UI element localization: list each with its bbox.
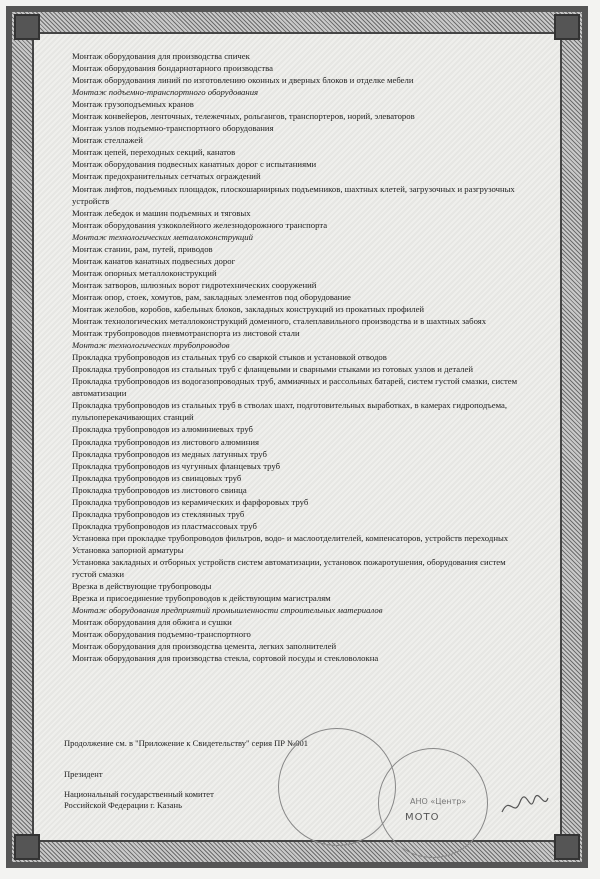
stamp-label: МОТО xyxy=(405,812,440,823)
president-label: Президент xyxy=(64,769,103,779)
list-item: Монтаж затворов, шлюзных ворот гидротехнических сооружений xyxy=(72,279,317,290)
list-item: Монтаж оборудования линий по изготовлению оконных и дверных блоков и отделке мебели xyxy=(72,75,414,86)
list-item: Прокладка трубопроводов из керамических и фарфоровых труб xyxy=(72,496,309,507)
signature-icon xyxy=(500,790,550,820)
list-item: Монтаж желобов, коробов, кабельных блоков, закладных конструкций из прокатных профилей xyxy=(72,303,425,314)
list-item: Монтаж оборудования для производства цемента, легких заполнителей xyxy=(72,641,337,652)
list-item: Прокладка трубопроводов из листового свинца xyxy=(72,484,247,495)
work-types-list xyxy=(72,50,527,664)
list-item: Прокладка трубопроводов из стальных труб с фланцевыми и сварными стыками из готовых узлов и деталей xyxy=(72,364,474,375)
list-item: Монтаж стеллажей xyxy=(72,135,143,146)
list-item: Монтаж предохранительных сетчатых ограждений xyxy=(72,171,261,182)
list-item: Монтаж узлов подъемно-транспортного оборудования xyxy=(72,123,274,134)
list-item: Монтаж цепей, переходных секций, канатов xyxy=(72,147,236,158)
organization-line2: Российской Федерации г. Казань xyxy=(64,800,182,810)
list-item: Монтаж трубопроводов пневмотранспорта из листовой стали xyxy=(72,328,300,339)
list-item: Врезка в действующие трубопроводы xyxy=(72,581,212,592)
list-item: Прокладка трубопроводов из свинцовых труб xyxy=(72,472,242,483)
corner-ornament xyxy=(14,834,40,860)
list-item: Монтаж опор, стоек, хомутов, рам, закладных элементов под оборудование xyxy=(72,291,351,302)
list-item: Монтаж лебедок и машин подъемных и тяговых xyxy=(72,207,251,218)
list-item: Врезка и присоединение трубопроводов к действующим магистралям xyxy=(72,593,331,604)
list-item: Монтаж оборудования подъемно-транспортного xyxy=(72,629,251,640)
corner-ornament xyxy=(554,834,580,860)
list-item: Прокладка трубопроводов из стальных труб в стволах шахт, подготовительных выработках, в камерах гидроподъема, пульпоперекачивающих станций xyxy=(72,400,508,423)
list-item: Прокладка трубопроводов из стеклянных труб xyxy=(72,508,245,519)
list-item: Монтаж грузоподъемных кранов xyxy=(72,99,194,110)
corner-ornament xyxy=(554,14,580,40)
list-item: Монтаж технологических металлоконструкций доменного, сталеплавильного производства и в шахтных забоях xyxy=(72,316,487,327)
section-heading: Монтаж технологических трубопроводов xyxy=(72,340,230,351)
section-heading: Монтаж технологических металлоконструкций xyxy=(72,231,253,242)
section-heading: Монтаж оборудования предприятий промышленности строительных материалов xyxy=(72,605,383,616)
list-item: Монтаж оборудования для производства спичек xyxy=(72,51,250,61)
stamp-small-text: АНО «Центр» xyxy=(410,797,467,806)
list-item: Монтаж лифтов, подъемных площадок, плоскошарнирных подъемников, шахтных клетей, загрузочных и разгрузочных устройств xyxy=(72,183,515,206)
list-item: Монтаж канатов канатных подвесных дорог xyxy=(72,255,236,266)
continuation-note: Продолжение см. в "Приложение к Свидетельству" серия ПР №001 xyxy=(64,738,308,748)
list-item: Прокладка трубопроводов из пластмассовых труб xyxy=(72,520,257,531)
organization-line1: Национальный государственный комитет xyxy=(64,789,214,799)
list-item: Монтаж опорных металлоконструкций xyxy=(72,267,217,278)
round-seal-stamp xyxy=(278,728,396,846)
list-item: Прокладка трубопроводов из водогазопроводных труб, аммиачных и рассольных батарей, систем густой смазки, систем автоматизации xyxy=(72,376,518,399)
list-item: Установка при прокладке трубопроводов фильтров, водо- и маслоотделителей, компенсаторов, устройств переходных xyxy=(72,532,509,543)
list-item: Монтаж оборудования для производства стекла, сортовой посуды и стекловолокна xyxy=(72,653,379,664)
list-item: Монтаж оборудования подвесных канатных дорог с испытаниями xyxy=(72,159,317,170)
list-item: Прокладка трубопроводов из стальных труб со сваркой стыков и установкой отводов xyxy=(72,352,387,363)
list-item: Установка запорной арматуры xyxy=(72,544,184,555)
list-item: Монтаж станин, рам, путей, приводов xyxy=(72,243,213,254)
list-item: Монтаж оборудования для обжига и сушки xyxy=(72,617,232,628)
list-item: Монтаж оборудования бондарнотарного производства xyxy=(72,63,273,74)
section-heading: Монтаж подъемно-транспортного оборудования xyxy=(72,87,259,98)
list-item: Прокладка трубопроводов из чугунных фланцевых труб xyxy=(72,460,281,471)
list-item: Монтаж оборудования узкоколейного железнодорожного транспорта xyxy=(72,219,328,230)
list-item: Монтаж конвейеров, ленточных, тележечных, рольгангов, транспортеров, норий, элеваторов xyxy=(72,111,415,122)
corner-ornament xyxy=(14,14,40,40)
signatory-block xyxy=(64,760,214,811)
list-item: Прокладка трубопроводов из алюминиевых труб xyxy=(72,424,253,435)
list-item: Установка закладных и отборных устройств систем автоматизации, установок пожаротушения, оборудования систем густой смазки xyxy=(72,556,506,580)
list-item: Прокладка трубопроводов из медных латунных труб xyxy=(72,448,267,459)
list-item: Прокладка трубопроводов из листового алюминия xyxy=(72,436,259,447)
